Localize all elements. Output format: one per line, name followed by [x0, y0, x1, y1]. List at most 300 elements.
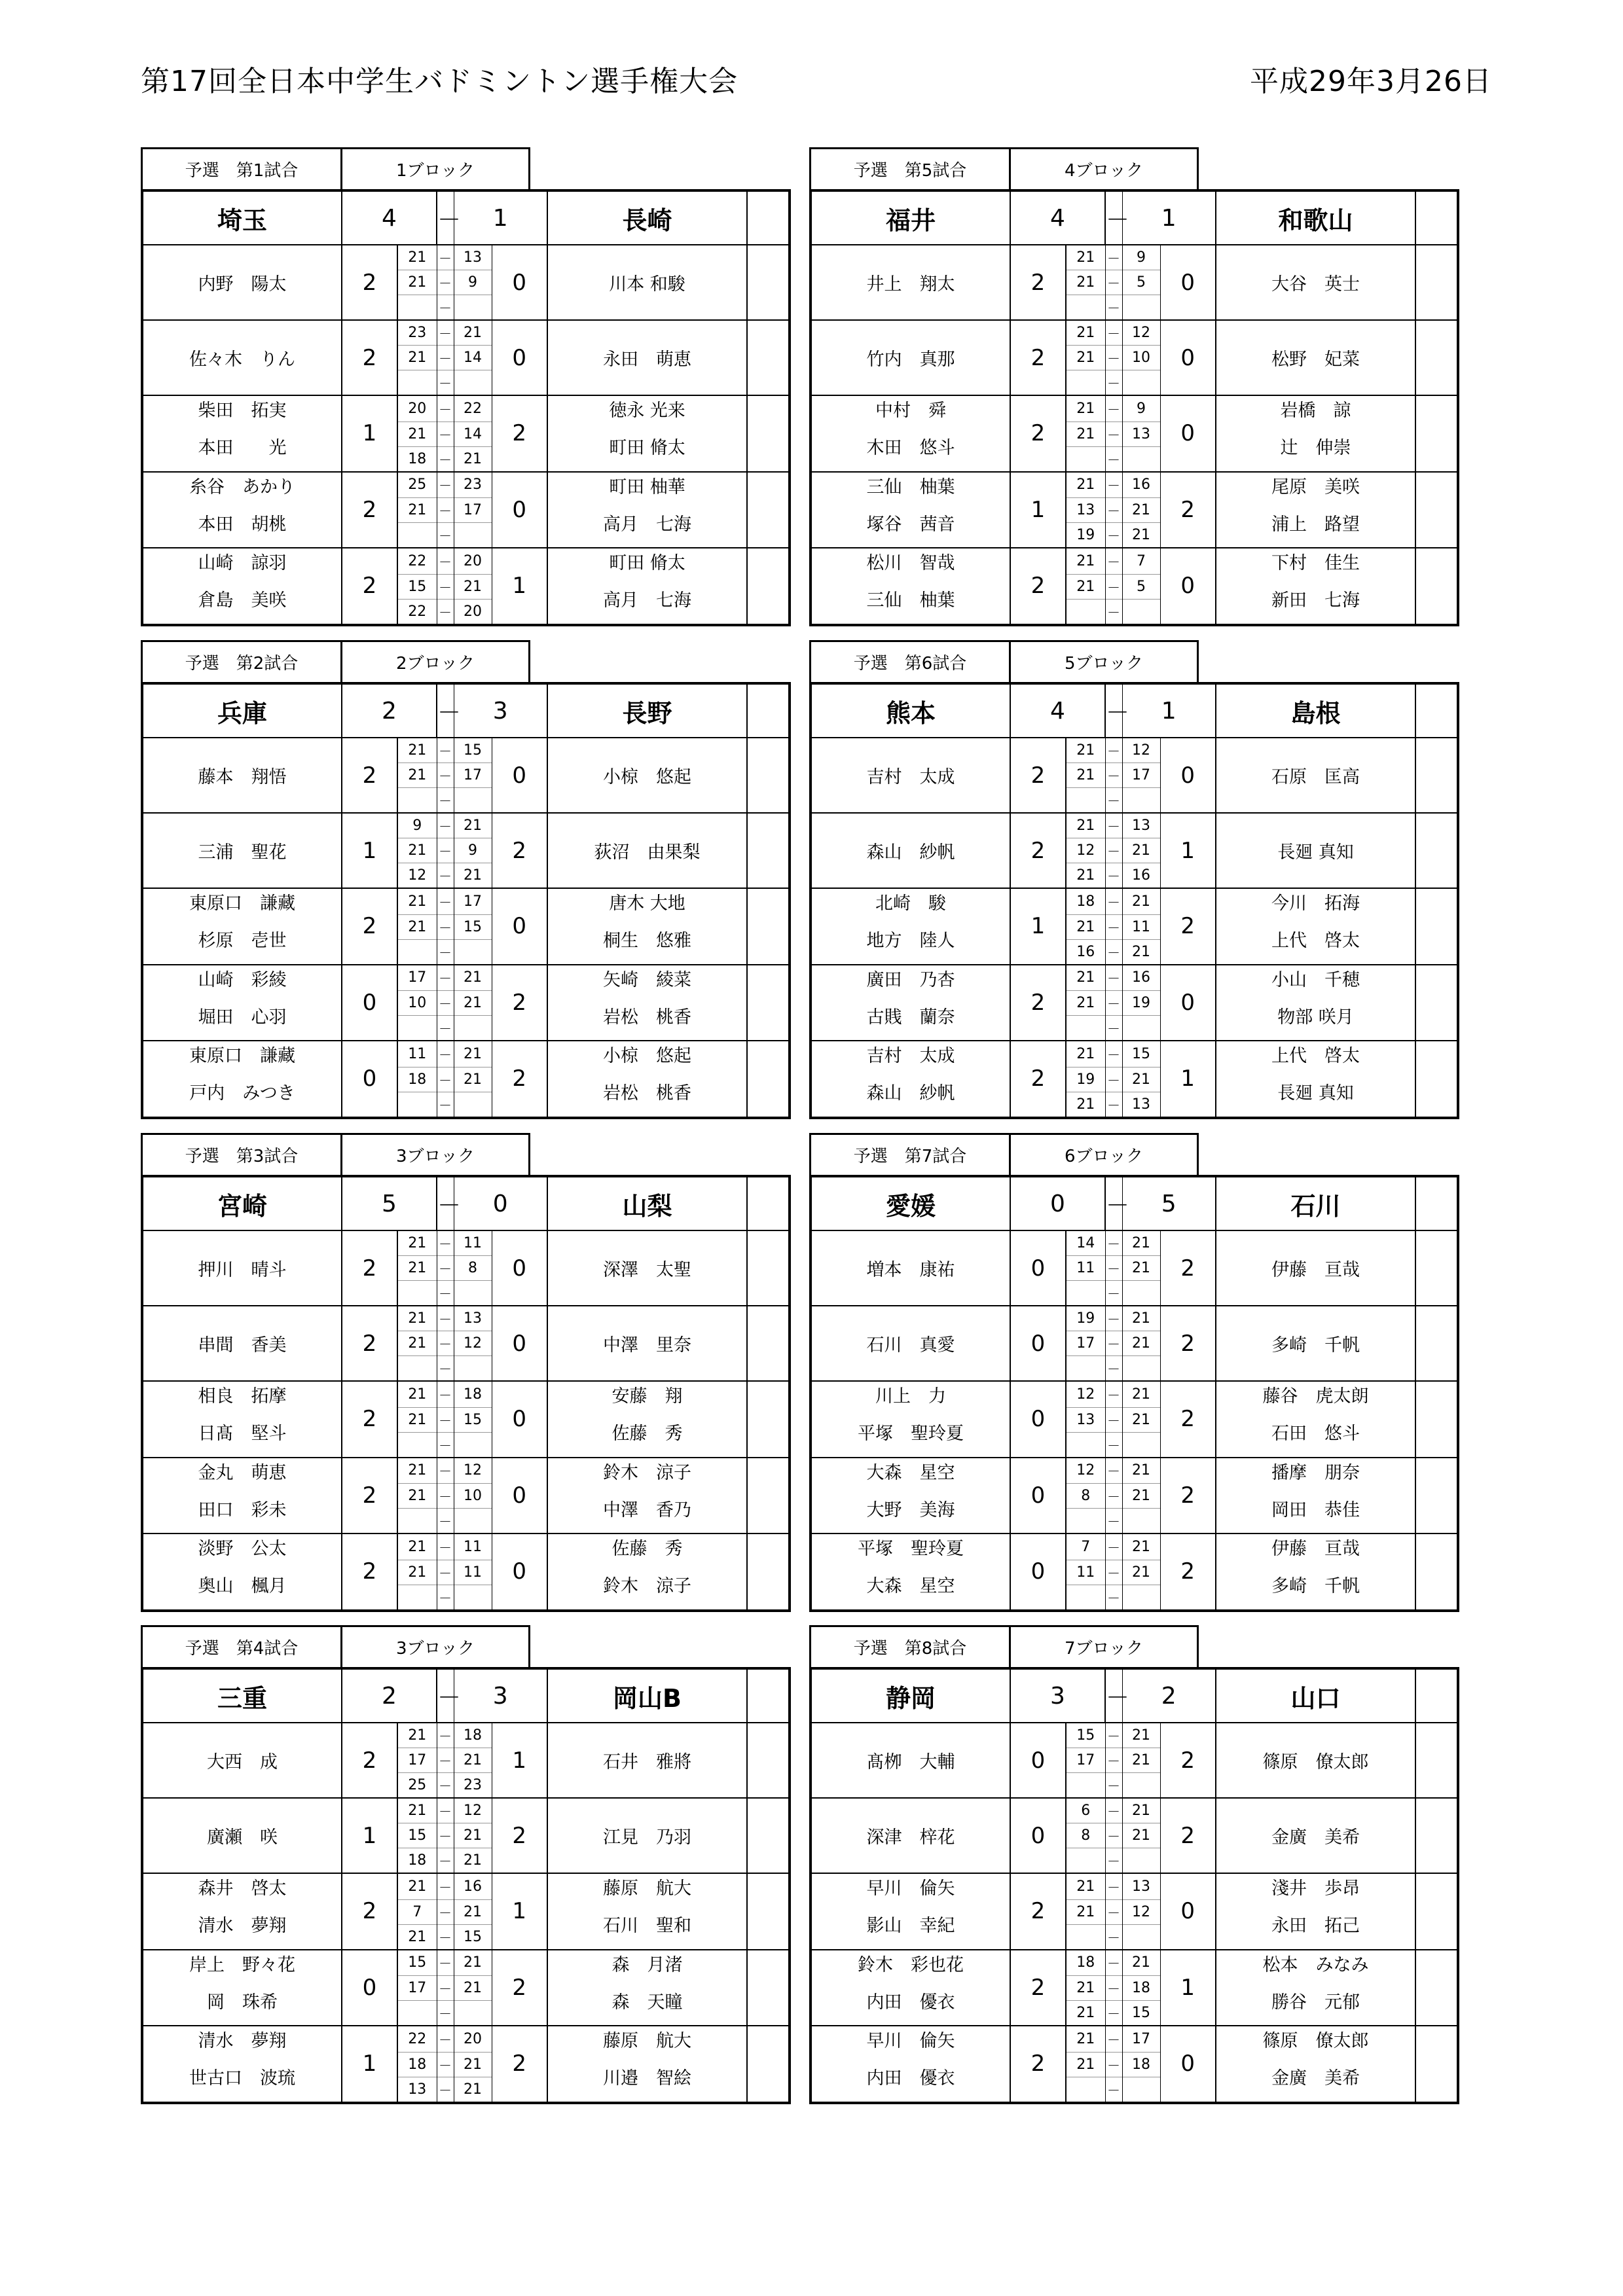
set-score-left [397, 523, 437, 548]
set-score-left: 21 [397, 914, 437, 939]
set-score-right: 21 [1122, 498, 1160, 523]
left-team-score: 4 [1010, 683, 1105, 738]
set-dash: － [437, 1848, 454, 1874]
set-score-right [1122, 1432, 1160, 1458]
set-score-left [397, 1092, 437, 1118]
right-player-name: 藤谷 虎太朗 [1216, 1381, 1415, 1407]
left-player-name: 鈴木 彩也花 [811, 1950, 1010, 1976]
blank-cell [747, 245, 790, 320]
left-game-wins: 1 [342, 395, 397, 472]
left-player-name: 森井 啓太 [142, 1873, 342, 1899]
set-dash: － [437, 888, 454, 914]
left-game-wins: 2 [342, 548, 397, 625]
left-player-name: 内田 優衣 [811, 2052, 1010, 2103]
set-dash: － [1105, 1306, 1122, 1331]
set-dash: － [437, 1230, 454, 1256]
set-score-left [1066, 295, 1105, 321]
blank-cell [747, 1668, 790, 1723]
right-player-name: 安藤 翔 [547, 1381, 747, 1407]
score-dash: － [1105, 1176, 1122, 1230]
set-score-right [454, 1016, 492, 1041]
set-score-left: 12 [397, 863, 437, 889]
game-row [142, 1484, 790, 1509]
set-score-left: 21 [397, 346, 437, 370]
set-score-left [397, 939, 437, 965]
set-dash: － [1105, 1041, 1122, 1067]
left-player-name: 東原口 謙藏 [142, 888, 342, 914]
right-game-wins: 2 [492, 1798, 547, 1873]
left-player-name: 大西 成 [142, 1723, 342, 1798]
blank-cell [1415, 395, 1458, 472]
match-table [809, 1667, 1459, 2104]
left-game-wins: 2 [342, 1381, 397, 1458]
set-score-left: 6 [1066, 1798, 1105, 1823]
game-row [811, 1560, 1458, 1585]
right-game-wins: 0 [1160, 738, 1216, 813]
set-dash: － [1105, 914, 1122, 939]
left-game-wins: 0 [1010, 1230, 1066, 1306]
set-dash: － [1105, 1899, 1122, 1924]
set-score-left: 15 [1066, 1723, 1105, 1748]
game-row [811, 1381, 1458, 1407]
blank-cell [747, 320, 790, 395]
game-row [811, 245, 1458, 270]
left-game-wins: 2 [1010, 1041, 1066, 1118]
set-score-right: 20 [454, 2026, 492, 2052]
game-row [811, 1484, 1458, 1509]
right-player-name: 物部 咲月 [1216, 991, 1415, 1041]
set-score-left [1066, 2077, 1105, 2103]
left-player-name: 石川 真愛 [811, 1306, 1010, 1381]
set-score-left: 21 [1066, 270, 1105, 295]
right-player-name: 佐藤 秀 [547, 1407, 747, 1458]
left-player-name: 相良 拓摩 [142, 1381, 342, 1407]
game-row [142, 965, 790, 991]
blank-cell [1415, 1041, 1458, 1118]
set-dash: － [437, 1509, 454, 1534]
block-label: 5ブロック [1009, 640, 1199, 682]
right-player-name: 中澤 香乃 [547, 1484, 747, 1534]
set-score-right [454, 1092, 492, 1118]
set-score-left: 17 [1066, 1748, 1105, 1773]
block-label: 1ブロック [340, 147, 530, 189]
right-team-score: 1 [1122, 683, 1216, 738]
set-dash: － [1105, 346, 1122, 370]
game-row [142, 738, 790, 763]
set-score-left: 8 [1066, 1484, 1105, 1509]
set-score-right: 11 [454, 1230, 492, 1256]
set-score-right: 12 [454, 1798, 492, 1823]
set-score-right: 15 [1122, 2001, 1160, 2026]
set-score-right: 7 [1122, 548, 1160, 574]
set-dash: － [437, 813, 454, 838]
game-row [811, 1230, 1458, 1256]
set-dash: － [437, 346, 454, 370]
set-dash: － [437, 863, 454, 889]
set-score-right: 21 [454, 446, 492, 472]
set-score-right: 21 [1122, 888, 1160, 914]
set-dash: － [1105, 1873, 1122, 1899]
set-dash: － [437, 1534, 454, 1560]
set-dash: － [1105, 1230, 1122, 1256]
left-game-wins: 2 [1010, 813, 1066, 888]
set-score-left [397, 788, 437, 814]
set-score-right: 18 [1122, 1976, 1160, 2001]
match-header [141, 640, 788, 682]
game-row [811, 2026, 1458, 2052]
game-row [142, 1230, 790, 1256]
set-score-right: 23 [454, 472, 492, 498]
set-score-left: 21 [397, 498, 437, 523]
set-dash: － [1105, 1331, 1122, 1356]
set-score-left: 23 [397, 320, 437, 346]
blank-cell [1415, 1306, 1458, 1381]
right-player-name: 播摩 朋奈 [1216, 1458, 1415, 1484]
right-team-score: 3 [454, 1668, 547, 1723]
set-score-right: 9 [454, 838, 492, 863]
set-score-left: 18 [397, 446, 437, 472]
right-game-wins: 0 [1160, 245, 1216, 320]
set-score-left: 22 [397, 548, 437, 574]
blank-cell [1415, 683, 1458, 738]
right-player-name: 町田 柚華 [547, 472, 747, 498]
left-player-name: 世古口 波琉 [142, 2052, 342, 2103]
blank-cell [1415, 888, 1458, 965]
blank-cell [747, 1176, 790, 1230]
left-player-name: 本田 胡桃 [142, 498, 342, 548]
set-score-right: 13 [1122, 1092, 1160, 1118]
left-player-name: 金丸 萌恵 [142, 1458, 342, 1484]
right-game-wins: 0 [1160, 320, 1216, 395]
right-player-name: 長廻 真知 [1216, 1067, 1415, 1118]
match-panel [809, 640, 1457, 1119]
set-score-left [397, 1432, 437, 1458]
set-score-left: 25 [397, 1773, 437, 1799]
right-game-wins: 0 [1160, 1873, 1216, 1950]
match-label: 予選 第3試合 [141, 1133, 340, 1175]
set-score-right: 17 [1122, 2026, 1160, 2052]
left-team-score: 2 [342, 1668, 437, 1723]
block-label: 7ブロック [1009, 1625, 1199, 1667]
set-dash: － [1105, 498, 1122, 523]
set-score-left: 21 [397, 888, 437, 914]
game-row [811, 991, 1458, 1016]
set-dash: － [437, 523, 454, 548]
right-game-wins: 0 [492, 1458, 547, 1534]
set-score-left: 21 [397, 422, 437, 446]
team-score-row [811, 1176, 1458, 1230]
match-panel [141, 147, 788, 626]
left-player-name: 戸内 みつき [142, 1067, 342, 1118]
set-score-left: 12 [1066, 1381, 1105, 1407]
set-dash: － [437, 1256, 454, 1281]
right-game-wins: 1 [492, 1873, 547, 1950]
left-game-wins: 2 [1010, 1950, 1066, 2026]
blank-cell [1415, 813, 1458, 888]
right-game-wins: 0 [492, 320, 547, 395]
right-player-name: 川邉 智絵 [547, 2052, 747, 2103]
left-game-wins: 0 [1010, 1381, 1066, 1458]
blank-cell [1415, 1534, 1458, 1611]
set-score-left: 21 [397, 1723, 437, 1748]
set-score-right: 18 [1122, 2052, 1160, 2077]
set-score-right: 12 [454, 1331, 492, 1356]
game-row [811, 1458, 1458, 1484]
right-game-wins: 2 [1160, 1458, 1216, 1534]
right-player-name: 桐生 悠雅 [547, 914, 747, 965]
left-game-wins: 2 [1010, 2026, 1066, 2103]
right-player-name: 岡田 恭佳 [1216, 1484, 1415, 1534]
set-score-right: 11 [454, 1560, 492, 1585]
blank-cell [747, 683, 790, 738]
right-game-wins: 0 [492, 245, 547, 320]
right-player-name: 多崎 千帆 [1216, 1306, 1415, 1381]
set-score-right: 21 [454, 1067, 492, 1092]
blank-cell [1415, 1723, 1458, 1798]
team-score-row [142, 683, 790, 738]
right-player-name: 長廻 真知 [1216, 813, 1415, 888]
set-score-left: 18 [397, 2052, 437, 2077]
set-score-left [1066, 1016, 1105, 1041]
set-dash: － [1105, 1534, 1122, 1560]
match-label: 予選 第1試合 [141, 147, 340, 189]
set-score-left [1066, 1509, 1105, 1534]
set-score-left [1066, 370, 1105, 396]
right-game-wins: 0 [1160, 548, 1216, 625]
left-player-name: 堀田 心羽 [142, 991, 342, 1041]
right-game-wins: 2 [1160, 888, 1216, 965]
set-score-right [1122, 599, 1160, 625]
set-dash: － [437, 1950, 454, 1976]
left-player-name: 松川 智哉 [811, 548, 1010, 574]
set-dash: － [1105, 1484, 1122, 1509]
set-dash: － [1105, 320, 1122, 346]
match-label: 予選 第8試合 [809, 1625, 1009, 1667]
left-game-wins: 0 [1010, 1798, 1066, 1873]
set-score-left: 21 [1066, 2026, 1105, 2052]
match-panel [809, 1133, 1457, 1612]
set-score-right: 12 [1122, 738, 1160, 763]
right-player-name: 高月 七海 [547, 574, 747, 625]
set-score-right: 21 [454, 320, 492, 346]
set-score-left: 20 [397, 395, 437, 422]
match-table [809, 189, 1459, 626]
right-player-name: 鈴木 涼子 [547, 1458, 747, 1484]
game-row [142, 813, 790, 838]
match-label: 予選 第2試合 [141, 640, 340, 682]
game-row [811, 1407, 1458, 1432]
set-score-right: 21 [454, 1899, 492, 1924]
left-game-wins: 1 [1010, 472, 1066, 548]
set-dash: － [437, 939, 454, 965]
left-player-name: 柴田 拓実 [142, 395, 342, 422]
set-score-left: 13 [1066, 1407, 1105, 1432]
game-row [811, 1899, 1458, 1924]
block-label: 4ブロック [1009, 147, 1199, 189]
set-score-right: 15 [454, 738, 492, 763]
left-player-name: 奥山 楓月 [142, 1560, 342, 1611]
left-game-wins: 0 [1010, 1306, 1066, 1381]
set-score-right: 14 [454, 346, 492, 370]
set-score-left [397, 1281, 437, 1306]
set-score-right: 16 [454, 1873, 492, 1899]
set-dash: － [437, 295, 454, 321]
set-score-left: 21 [1066, 763, 1105, 788]
game-row [142, 395, 790, 422]
set-score-right: 21 [1122, 1331, 1160, 1356]
set-score-left: 15 [397, 1950, 437, 1976]
left-player-name: 大森 星空 [811, 1560, 1010, 1611]
game-row [142, 1407, 790, 1432]
set-dash: － [1105, 863, 1122, 889]
set-score-right [454, 939, 492, 965]
right-player-name: 森 天瞳 [547, 1976, 747, 2026]
score-dash: － [437, 1176, 454, 1230]
match-label: 予選 第5試合 [809, 147, 1009, 189]
set-score-right [454, 523, 492, 548]
game-row [142, 548, 790, 574]
left-game-wins: 2 [342, 472, 397, 548]
set-score-left: 11 [1066, 1256, 1105, 1281]
set-dash: － [1105, 2052, 1122, 2077]
match-table [809, 1175, 1459, 1612]
game-row [811, 1976, 1458, 2001]
set-score-left: 9 [397, 813, 437, 838]
set-dash: － [437, 1976, 454, 2001]
set-score-right: 21 [454, 1976, 492, 2001]
right-player-name: 今川 拓海 [1216, 888, 1415, 914]
set-dash: － [437, 1773, 454, 1799]
set-dash: － [437, 395, 454, 422]
set-score-left: 21 [1066, 245, 1105, 270]
set-dash: － [1105, 2026, 1122, 2052]
left-player-name: 早川 倫矢 [811, 2026, 1010, 2052]
left-game-wins: 0 [342, 1041, 397, 1118]
score-dash: － [1105, 1668, 1122, 1723]
set-dash: － [437, 1016, 454, 1041]
set-score-left: 21 [397, 1230, 437, 1256]
right-player-name: 勝谷 元郁 [1216, 1976, 1415, 2026]
left-game-wins: 1 [1010, 888, 1066, 965]
match-panel [809, 1625, 1457, 2104]
set-score-left: 21 [397, 1534, 437, 1560]
game-row [811, 320, 1458, 346]
game-row [811, 1041, 1458, 1067]
right-team-name: 山口 [1216, 1668, 1415, 1723]
right-player-name: 岩橋 諒 [1216, 395, 1415, 422]
right-player-name: 徳永 光来 [547, 395, 747, 422]
set-score-left: 18 [397, 1067, 437, 1092]
set-score-left: 7 [397, 1899, 437, 1924]
team-score-row [811, 1668, 1458, 1723]
set-score-left: 21 [1066, 320, 1105, 346]
set-score-right: 8 [454, 1256, 492, 1281]
set-dash: － [437, 1899, 454, 1924]
left-player-name: 平塚 聖玲夏 [811, 1407, 1010, 1458]
set-score-right: 9 [1122, 395, 1160, 422]
set-score-right: 21 [1122, 1823, 1160, 1848]
left-player-name: 本田 光 [142, 422, 342, 472]
set-dash: － [437, 1067, 454, 1092]
left-player-name: 廣瀬 咲 [142, 1798, 342, 1873]
set-score-right [1122, 370, 1160, 396]
set-score-right: 21 [1122, 1484, 1160, 1509]
set-dash: － [1105, 1723, 1122, 1748]
right-game-wins: 2 [492, 2026, 547, 2103]
set-score-right [1122, 1848, 1160, 1874]
set-dash: － [437, 2077, 454, 2103]
set-score-left: 18 [397, 1848, 437, 1874]
right-player-name: 鈴木 涼子 [547, 1560, 747, 1611]
set-score-right: 13 [1122, 422, 1160, 446]
left-game-wins: 2 [1010, 1873, 1066, 1950]
blank-cell [747, 1723, 790, 1798]
set-score-right: 19 [1122, 991, 1160, 1016]
set-dash: － [1105, 939, 1122, 965]
left-game-wins: 2 [1010, 548, 1066, 625]
left-team-name: 埼玉 [142, 190, 342, 245]
set-score-right: 11 [454, 1534, 492, 1560]
set-score-right [1122, 1924, 1160, 1950]
blank-cell [1415, 1668, 1458, 1723]
set-score-right: 11 [1122, 914, 1160, 939]
match-panel [809, 147, 1457, 626]
set-score-right [1122, 1281, 1160, 1306]
set-score-left: 21 [1066, 1976, 1105, 2001]
blank-cell [1415, 548, 1458, 625]
set-score-left: 21 [1066, 2001, 1105, 2026]
set-score-right [1122, 1016, 1160, 1041]
set-score-left: 17 [397, 1748, 437, 1773]
set-score-left: 21 [1066, 548, 1105, 574]
right-team-score: 0 [454, 1176, 547, 1230]
left-player-name: 増本 康祐 [811, 1230, 1010, 1306]
right-player-name: 荻沼 由果梨 [547, 813, 747, 888]
set-dash: － [437, 422, 454, 446]
set-score-right: 17 [454, 888, 492, 914]
game-row [811, 2052, 1458, 2077]
set-dash: － [1105, 991, 1122, 1016]
set-score-left [1066, 446, 1105, 472]
set-dash: － [437, 1560, 454, 1585]
set-dash: － [1105, 1773, 1122, 1799]
set-dash: － [1105, 838, 1122, 863]
game-row [811, 1873, 1458, 1899]
game-row [142, 498, 790, 523]
score-dash: － [437, 1668, 454, 1723]
set-score-right: 21 [1122, 939, 1160, 965]
left-team-name: 福井 [811, 190, 1010, 245]
set-score-right: 15 [1122, 1041, 1160, 1067]
set-score-left: 21 [397, 245, 437, 270]
set-dash: － [437, 599, 454, 625]
set-dash: － [437, 1306, 454, 1331]
set-score-right [1122, 1773, 1160, 1799]
left-game-wins: 2 [342, 1458, 397, 1534]
game-row [811, 888, 1458, 914]
right-player-name: 松野 妃菜 [1216, 320, 1415, 395]
set-score-right: 18 [454, 1723, 492, 1748]
left-player-name: 森山 紗帆 [811, 1067, 1010, 1118]
set-dash: － [437, 1873, 454, 1899]
left-game-wins: 1 [342, 1798, 397, 1873]
set-score-left: 21 [1066, 1899, 1105, 1924]
left-player-name: 三仙 柚葉 [811, 472, 1010, 498]
set-dash: － [1105, 1256, 1122, 1281]
set-score-right: 21 [454, 813, 492, 838]
right-game-wins: 2 [1160, 1798, 1216, 1873]
match-table [141, 682, 791, 1119]
